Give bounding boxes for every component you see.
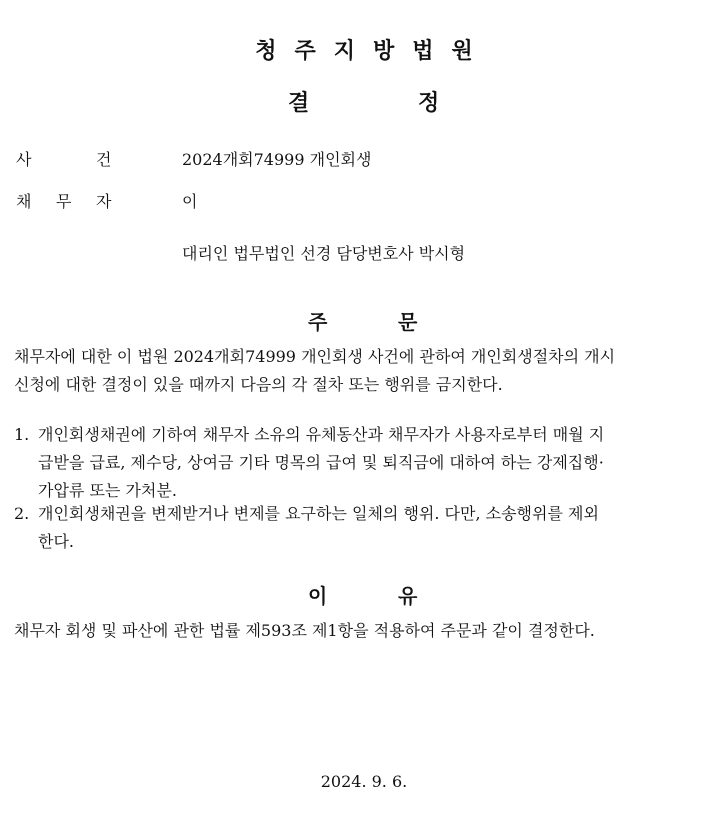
document-type-right: 정: [418, 91, 440, 116]
reason-heading-right: 유: [398, 584, 418, 608]
order-heading-left: 주: [308, 310, 328, 334]
debtor-attorney: 대리인 법무법인 선경 담당변호사 박시형: [182, 244, 466, 263]
order-item-line: 급받을 급료, 제수당, 상여금 기타 명목의 급여 및 퇴직금에 대하여 하는 강제집행·: [38, 453, 604, 472]
order-heading-right: 문: [398, 310, 418, 334]
order-body: [14, 343, 615, 399]
order-item: [38, 500, 599, 556]
order-item-number: 1.: [14, 425, 30, 444]
debtor-label-char-3: 자: [96, 192, 112, 211]
order-item-line: 가압류 또는 가처분.: [38, 481, 177, 500]
debtor-label-char-2: 무: [56, 192, 72, 211]
order-item-number: 2.: [14, 504, 30, 523]
debtor-name: 이: [182, 192, 198, 211]
debtor-label-char-1: 채: [16, 192, 32, 211]
order-item-line: 한다.: [38, 532, 74, 551]
court-name: 청주지방법원: [255, 39, 491, 64]
order-item-line: 개인회생채권을 변제받거나 변제를 요구하는 일체의 행위. 다만, 소송행위를 제외: [38, 504, 599, 523]
reason-body: 채무자 회생 및 파산에 관한 법률 제593조 제1항을 적용하여 주문과 같이 결정한다.: [14, 621, 595, 640]
case-label-char-2: 건: [96, 150, 112, 169]
order-item: [38, 421, 604, 505]
order-body-line: 채무자에 대한 이 법원 2024개회74999 개인회생 사건에 관하여 개인회생절차의 개시: [14, 347, 616, 366]
reason-heading-left: 이: [308, 584, 328, 608]
case-number: 2024개회74999 개인회생: [182, 150, 372, 169]
decision-date: 2024. 9. 6.: [320, 772, 408, 791]
order-item-line: 개인회생채권에 기하여 채무자 소유의 유체동산과 채무자가 사용자로부터 매월 지: [38, 425, 605, 444]
case-label-char-1: 사: [16, 150, 32, 169]
document-type-left: 결: [288, 91, 310, 116]
order-body-line: 신청에 대한 결정이 있을 때까지 다음의 각 절차 또는 행위를 금지한다.: [14, 375, 503, 394]
